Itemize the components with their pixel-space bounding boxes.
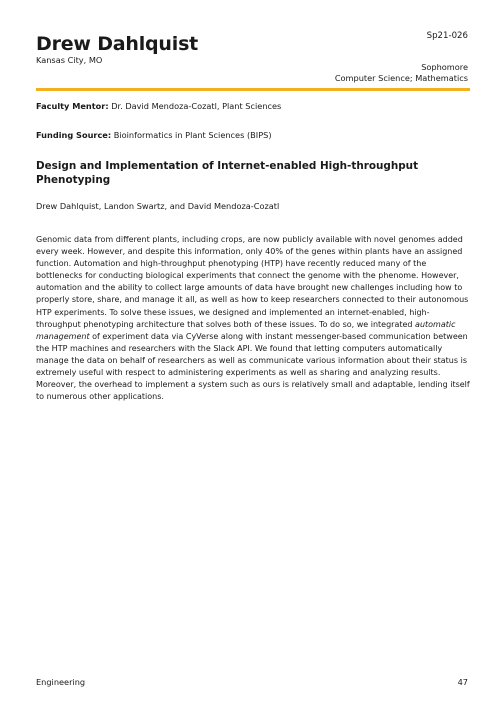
student-name: Drew Dahlquist: [36, 33, 199, 55]
page-number: 47: [457, 677, 468, 687]
footer-section: Engineering: [36, 677, 86, 687]
funding-source-label: Funding Source:: [36, 130, 112, 140]
funding-source-value: Bioinformatics in Plant Sciences (BIPS): [113, 130, 272, 140]
faculty-mentor-label: Faculty Mentor:: [36, 101, 109, 111]
funding-source-line: [36, 130, 272, 141]
student-major: Computer Science; Mathematics: [334, 73, 468, 83]
abstract-body: [36, 234, 470, 403]
abstract-text-part2: of experiment data via CyVerse along with instant messenger-based communication between the HTP machines and researchers with the Slack API. We found that letting computers automatically manage the data on behalf of researchers as well as communicate various information about their status is extremely useful with respect to administering experiments as well as sharing and analyzing results. Moreover, the overhead to implement a system such as ours is relatively small and adaptable, lending itself to numerous other applications.: [36, 331, 470, 402]
abstract-text-part1: Genomic data from different plants, including crops, are now publicly available with novel genomes added every week. However, and despite this information, only 40% of the genes within plants have an assigned function. Automation and high-throughput phenotyping (HTP) have recently reduced many of the bottlenecks for conducting biological experiments that connect the genome with the phenome. However, automation and the ability to collect large amounts of data have brought new challenges including how to properly store, share, and manage it all, as well as how to keep researchers connected to their autonomous HTP experiments. To solve these issues, we designed and implemented an internet-enabled, high-throughput phenotyping architecture that solves both of these issues. To do so, we integrated: [36, 235, 469, 329]
student-location: Kansas City, MO: [36, 55, 103, 65]
abstract-title: Design and Implementation of Internet-enabled High-throughput Phenotyping: [36, 160, 419, 186]
author-list: Drew Dahlquist, Landon Swartz, and David Mendoza-Cozatl: [36, 201, 280, 211]
header-divider: [36, 88, 470, 91]
abstract-emphasis: automatic management: [36, 319, 456, 341]
faculty-mentor-line: [36, 101, 281, 112]
abstract-code: Sp21-026: [426, 31, 468, 41]
student-year: Sophomore: [421, 62, 468, 72]
faculty-mentor-value: Dr. David Mendoza-Cozatl, Plant Sciences: [111, 101, 282, 111]
